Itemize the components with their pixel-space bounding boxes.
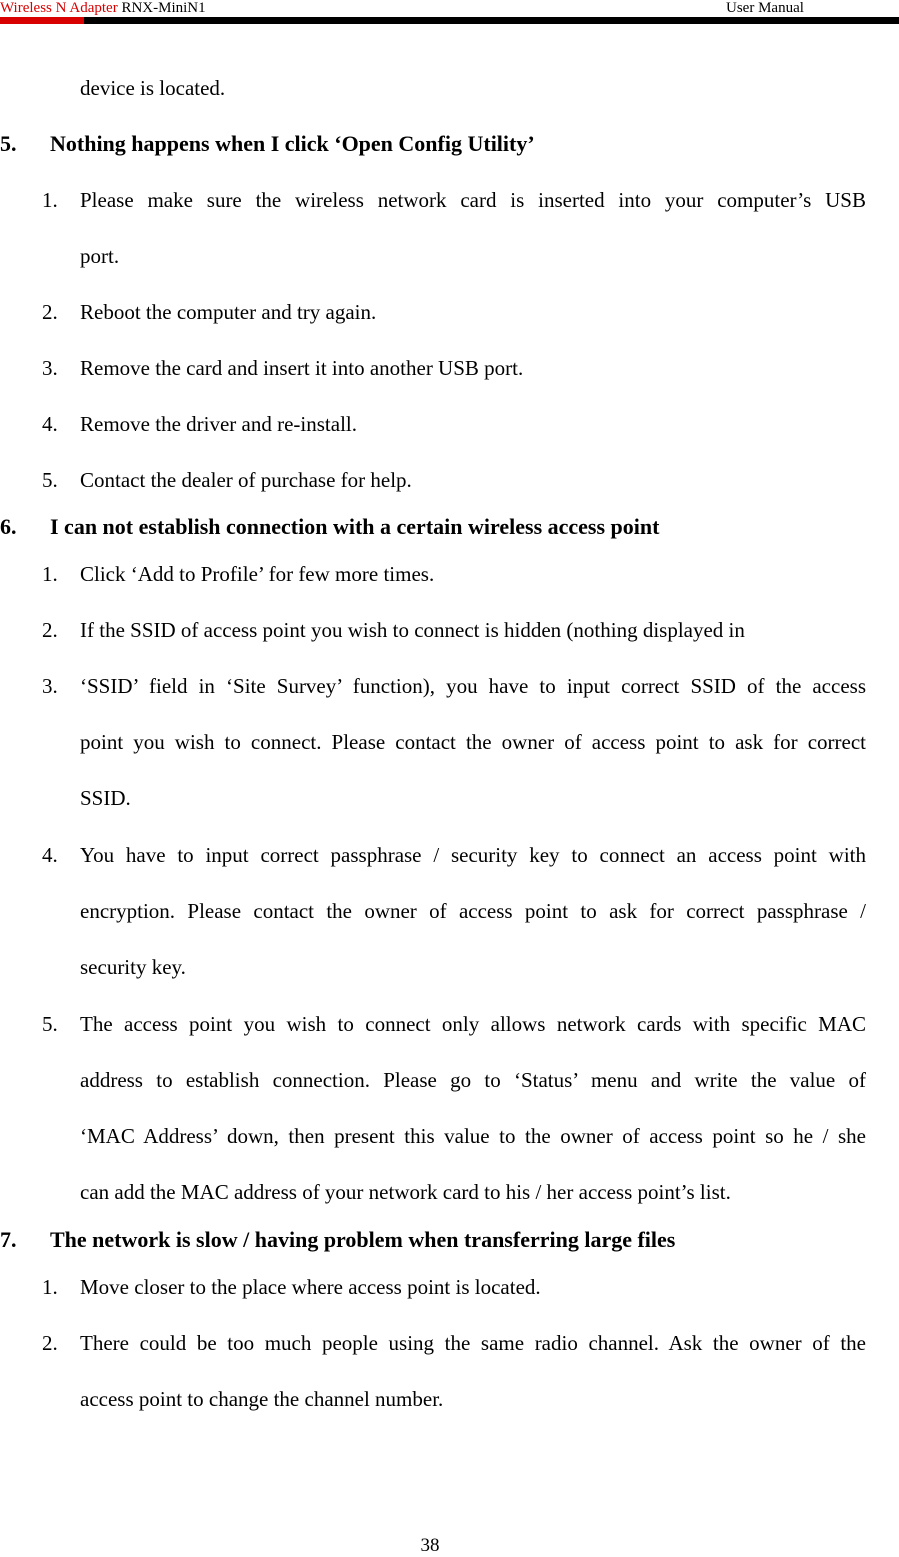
list-item-line: Reboot the computer and try again. xyxy=(80,300,377,324)
list-item-line: There could be too much people using the same radio channel. Ask the owner of the xyxy=(80,1331,866,1355)
header-brand: Wireless N Adapter xyxy=(0,0,118,16)
section-5-number: 5. xyxy=(0,131,17,156)
list-item-line: point you wish to connect. Please contact the owner of access point to ask for correct xyxy=(80,730,866,754)
page-number: 38 xyxy=(420,1535,440,1556)
list-item-number: 3. xyxy=(42,674,58,698)
list-item-number: 1. xyxy=(42,562,58,586)
list-item-line: security key. xyxy=(80,955,186,979)
running-header xyxy=(0,0,899,28)
section-7-number: 7. xyxy=(0,1227,17,1252)
list-item-line: ‘SSID’ field in ‘Site Survey’ function), you have to input correct SSID of the access xyxy=(80,674,866,698)
list-item-line: Click ‘Add to Profile’ for few more times. xyxy=(80,562,435,586)
list-item-line: You have to input correct passphrase / security key to connect an access point with xyxy=(80,843,866,867)
list-item-line: can add the MAC address of your network card to his / her access point’s list. xyxy=(80,1180,731,1204)
list-item-line: address to establish connection. Please go to ‘Status’ menu and write the value of xyxy=(80,1068,866,1092)
list-item-line: SSID. xyxy=(80,786,131,810)
list-item-number: 1. xyxy=(42,188,58,212)
list-item-number: 4. xyxy=(42,412,58,436)
section-6-title: I can not establish connection with a certain wireless access point xyxy=(50,514,660,539)
list-item-line: Please make sure the wireless network card is inserted into your computer’s USB xyxy=(80,188,866,212)
list-item-line: Remove the card and insert it into another USB port. xyxy=(80,356,524,380)
list-item-line: port. xyxy=(80,244,120,268)
section-6-number: 6. xyxy=(0,514,17,539)
list-item-number: 2. xyxy=(42,1331,58,1355)
list-item-line: If the SSID of access point you wish to connect is hidden (nothing displayed in xyxy=(80,618,745,642)
list-item-line: access point to change the channel number. xyxy=(80,1387,444,1411)
header-rule-accent xyxy=(0,17,84,24)
header-doc-type: User Manual xyxy=(726,0,804,16)
list-item-line: Remove the driver and re-install. xyxy=(80,412,357,436)
list-item-number: 4. xyxy=(42,843,58,867)
list-item-line: The access point you wish to connect only allows network cards with specific MAC xyxy=(80,1012,866,1036)
list-item-number: 1. xyxy=(42,1275,58,1299)
header-product xyxy=(0,0,206,16)
list-item-line: encryption. Please contact the owner of access point to ask for correct passphrase / xyxy=(80,899,866,923)
list-item-number: 5. xyxy=(42,1012,58,1036)
intro-line: device is located. xyxy=(80,76,226,100)
section-7-title: The network is slow / having problem when transferring large files xyxy=(50,1227,676,1252)
section-5-title: Nothing happens when I click ‘Open Config Utility’ xyxy=(50,131,535,156)
list-item-number: 2. xyxy=(42,300,58,324)
list-item-line: Move closer to the place where access point is located. xyxy=(80,1275,541,1299)
list-item-number: 2. xyxy=(42,618,58,642)
list-item-number: 5. xyxy=(42,468,58,492)
list-item-line: Contact the dealer of purchase for help. xyxy=(80,468,412,492)
list-item-number: 3. xyxy=(42,356,58,380)
header-rule xyxy=(84,17,899,24)
list-item-line: ‘MAC Address’ down, then present this value to the owner of access point so he / she xyxy=(80,1124,866,1148)
header-model: RNX-MiniN1 xyxy=(121,0,206,16)
